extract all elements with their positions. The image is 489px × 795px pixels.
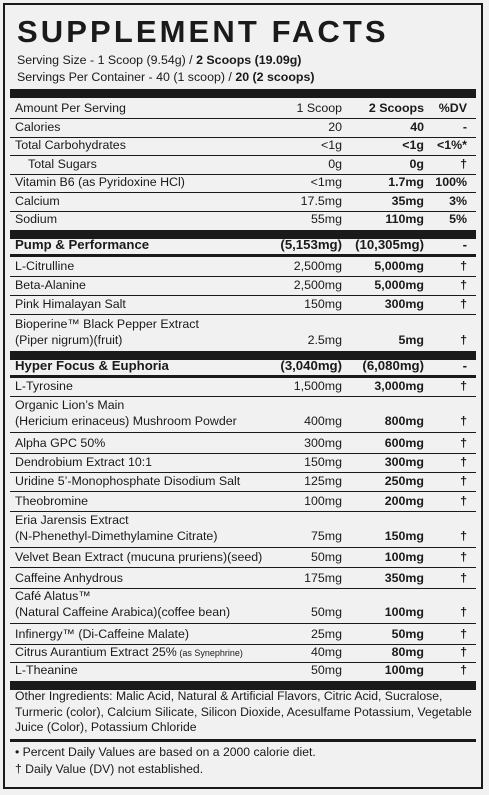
ingredient-name: Caffeine Anhydrous — [15, 571, 123, 585]
amount-two-scoops: (10,305mg) — [355, 237, 424, 252]
ingredient-name: Organic Lion’s Main — [15, 398, 125, 412]
amount-two-scoops: 2 Scoops — [368, 101, 424, 115]
amount-one-scoop: 0g — [328, 157, 342, 171]
amount-two-scoops: (6,080mg) — [362, 358, 424, 373]
daily-value: † — [460, 333, 467, 347]
daily-value: 100% — [435, 175, 467, 189]
servings-per-container — [17, 69, 315, 85]
ingredient-name-line2: (Piper nigrum)(fruit) — [15, 333, 123, 347]
daily-value: † — [460, 571, 467, 585]
ingredient-name: Hyper Focus & Euphoria — [15, 358, 169, 373]
amount-one-scoop: 50mg — [311, 663, 342, 677]
divider — [10, 192, 476, 193]
amount-one-scoop: 55mg — [311, 212, 342, 226]
divider — [10, 567, 476, 568]
daily-value: † — [460, 436, 467, 450]
amount-one-scoop: 50mg — [311, 605, 342, 619]
amount-two-scoops: 100mg — [384, 605, 424, 619]
amount-two-scoops: 300mg — [384, 455, 424, 469]
ingredient-name: L-Tyrosine — [15, 379, 73, 393]
daily-value: † — [460, 645, 467, 659]
amount-one-scoop: 125mg — [304, 474, 342, 488]
amount-two-scoops: 40 — [410, 120, 424, 134]
divider — [10, 432, 476, 433]
serving-size — [17, 52, 301, 68]
amount-one-scoop: 2,500mg — [293, 259, 342, 273]
amount-one-scoop: 1 Scoop — [296, 101, 342, 115]
serving-size-prefix: Serving Size - 1 Scoop (9.54g) / — [17, 53, 197, 67]
ingredient-name-line2: (N-Phenethyl-Dimethylamine Citrate) — [15, 529, 218, 543]
amount-one-scoop: 25mg — [311, 627, 342, 641]
divider — [10, 375, 476, 378]
ingredient-name: Uridine 5’-Monophosphate Disodium Salt — [15, 474, 241, 488]
amount-two-scoops: 800mg — [384, 414, 424, 428]
amount-one-scoop: (3,040mg) — [280, 358, 342, 373]
amount-one-scoop: 2,500mg — [293, 278, 342, 292]
divider — [10, 453, 476, 454]
amount-one-scoop: 150mg — [304, 297, 342, 311]
ingredient-name: L-Citrulline — [15, 259, 75, 273]
amount-two-scoops: 80mg — [391, 645, 424, 659]
servings-per-container-prefix: Servings Per Container - 40 (1 scoop) / — [17, 70, 236, 84]
ingredient-name: Eria Jarensis Extract — [15, 513, 129, 527]
ingredient-name: Sodium — [15, 212, 58, 226]
daily-value: † — [460, 605, 467, 619]
divider — [10, 396, 476, 397]
amount-one-scoop: <1g — [320, 138, 342, 152]
amount-two-scoops: 300mg — [384, 297, 424, 311]
amount-two-scoops: 1.7mg — [388, 175, 424, 189]
ingredient-name: Total Carbohydrates — [15, 138, 126, 152]
daily-value: %DV — [438, 101, 467, 115]
daily-value: † — [460, 529, 467, 543]
amount-two-scoops: 100mg — [384, 550, 424, 564]
daily-value: † — [460, 278, 467, 292]
amount-one-scoop: 40mg — [311, 645, 342, 659]
daily-value: † — [460, 663, 467, 677]
daily-value: 3% — [449, 194, 467, 208]
servings-per-container-bold: 20 (2 scoops) — [235, 70, 315, 84]
ingredient-name: Bioperine™ Black Pepper Extract — [15, 317, 199, 331]
amount-one-scoop: 1,500mg — [293, 379, 342, 393]
ingredient-name: Infinergy™ (Di-Caffeine Malate) — [15, 627, 189, 641]
amount-two-scoops: 200mg — [384, 494, 424, 508]
amount-one-scoop: 100mg — [304, 494, 342, 508]
amount-two-scoops: 150mg — [384, 529, 424, 543]
ingredient-name: Calcium — [15, 194, 60, 208]
divider-thick — [10, 89, 476, 98]
amount-two-scoops: <1g — [402, 138, 424, 152]
ingredient-name: Total Sugars — [28, 157, 97, 171]
ingredient-name: Citrus Aurantium Extract 25% (as Synephrine) — [15, 645, 243, 659]
amount-one-scoop: 2.5mg — [307, 333, 342, 347]
ingredient-name-line2: (Natural Caffeine Arabica)(coffee bean) — [15, 605, 231, 619]
amount-two-scoops: 110mg — [385, 212, 424, 226]
amount-two-scoops: 3,000mg — [374, 379, 424, 393]
divider — [10, 155, 476, 156]
divider — [10, 491, 476, 492]
daily-value: † — [460, 379, 467, 393]
amount-two-scoops: 100mg — [384, 663, 424, 677]
divider — [10, 472, 476, 473]
ingredient-name: Alpha GPC 50% — [15, 436, 106, 450]
amount-two-scoops: 5,000mg — [374, 278, 424, 292]
daily-value: † — [460, 297, 467, 311]
amount-one-scoop: <1mg — [310, 175, 342, 189]
amount-one-scoop: 75mg — [311, 529, 342, 543]
daily-value: - — [462, 358, 467, 373]
amount-one-scoop: 300mg — [304, 436, 342, 450]
ingredient-name: Amount Per Serving — [15, 101, 126, 115]
daily-value: - — [462, 237, 467, 252]
daily-value: - — [462, 120, 467, 134]
amount-one-scoop: 175mg — [304, 571, 342, 585]
daily-value: 5% — [449, 212, 467, 226]
supplement-facts-panel — [3, 3, 483, 789]
divider — [10, 314, 476, 315]
amount-one-scoop: 17.5mg — [300, 194, 342, 208]
ingredient-name: Velvet Bean Extract (mucuna pruriens)(seed) — [15, 550, 263, 564]
daily-value: † — [460, 455, 467, 469]
ingredient-name: Theobromine — [15, 494, 89, 508]
panel-title: SUPPLEMENT FACTS — [17, 14, 389, 49]
daily-value: <1%* — [437, 138, 467, 152]
divider — [10, 276, 476, 277]
footnote: • Percent Daily Values are based on a 2000 calorie diet. — [15, 745, 316, 759]
amount-one-scoop: 50mg — [311, 550, 342, 564]
divider — [10, 511, 476, 512]
ingredient-name: Café Alatus™ — [15, 589, 91, 603]
daily-value: † — [460, 259, 467, 273]
amount-two-scoops: 600mg — [384, 436, 424, 450]
amount-two-scoops: 0g — [409, 157, 424, 171]
ingredient-name: Pink Himalayan Salt — [15, 297, 126, 311]
amount-one-scoop: 150mg — [304, 455, 342, 469]
daily-value: † — [460, 414, 467, 428]
daily-value: † — [460, 157, 467, 171]
ingredient-name-line2: (Hericium erinaceus) Mushroom Powder — [15, 414, 237, 428]
ingredient-name: Dendrobium Extract 10:1 — [15, 455, 153, 469]
amount-two-scoops: 35mg — [391, 194, 424, 208]
amount-two-scoops: 5,000mg — [374, 259, 424, 273]
amount-one-scoop: 20 — [328, 120, 342, 134]
daily-value: † — [460, 494, 467, 508]
ingredient-name: Vitamin B6 (as Pyridoxine HCl) — [15, 175, 185, 189]
amount-one-scoop: 400mg — [304, 414, 342, 428]
serving-size-bold: 2 Scoops (19.09g) — [196, 53, 302, 67]
ingredient-name: Pump & Performance — [15, 237, 150, 252]
daily-value: † — [460, 474, 467, 488]
divider — [10, 547, 476, 548]
ingredient-name: Calories — [15, 120, 61, 134]
amount-two-scoops: 250mg — [384, 474, 424, 488]
divider — [10, 254, 476, 257]
divider — [10, 623, 476, 624]
ingredient-note: (as Synephrine) — [176, 648, 243, 658]
divider — [10, 118, 476, 119]
amount-one-scoop: (5,153mg) — [280, 237, 342, 252]
other-ingredients: Other Ingredients: Malic Acid, Natural & Artificial Flavors, Citric Acid, Sucralose, Turmeric (color), Calcium Silicate, Silicon Dioxide, Acesulfame Potassium, Vegetable Juice (Color), Potassium Chloride — [15, 689, 472, 734]
divider — [10, 295, 476, 296]
amount-two-scoops: 5mg — [398, 333, 424, 347]
amount-two-scoops: 50mg — [391, 627, 424, 641]
ingredient-name: Beta-Alanine — [15, 278, 86, 292]
ingredient-name: L-Theanine — [15, 663, 78, 677]
daily-value: † — [460, 627, 467, 641]
footnote: † Daily Value (DV) not established. — [15, 762, 204, 776]
divider — [10, 739, 476, 742]
amount-two-scoops: 350mg — [384, 571, 424, 585]
daily-value: † — [460, 550, 467, 564]
